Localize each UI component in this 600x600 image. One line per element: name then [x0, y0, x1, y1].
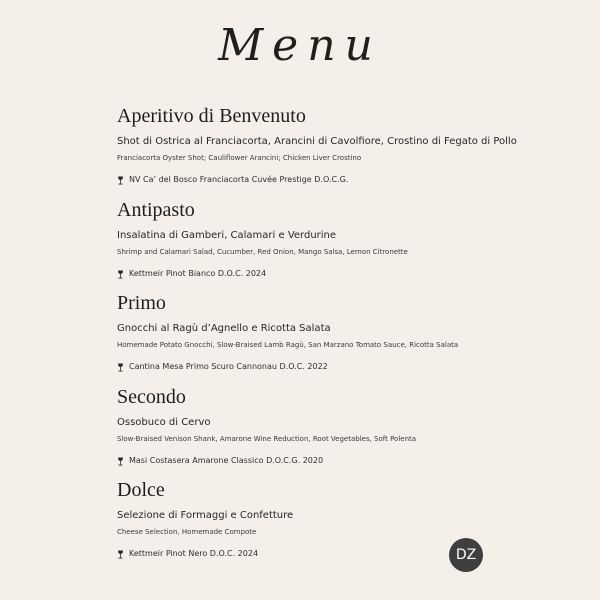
dish-english: Homemade Potato Gnocchi, Slow-Braised Lamb Ragù, San Marzano Tomato Sauce, Ricotta Salata	[117, 341, 459, 349]
wine-pairing	[117, 455, 557, 467]
wine-label: NV Ca’ del Bosco Franciacorta Cuvée Prestige D.O.C.G.	[129, 175, 349, 184]
wine-glass-icon	[117, 457, 124, 466]
dz-logo: DZ	[449, 538, 483, 572]
dish-english: Cheese Selection, Homemade Compote	[117, 528, 257, 536]
dish-italian: Insalatina di Gamberi, Calamari e Verdurine	[117, 230, 337, 241]
wine-glass-icon	[117, 550, 124, 559]
wine-glass-icon	[117, 176, 124, 185]
menu-title: Menu	[218, 20, 382, 71]
course-aperitivo	[117, 104, 557, 186]
dish-english: Franciacorta Oyster Shot; Cauliflower Arancini; Chicken Liver Crostino	[117, 154, 362, 162]
dish-english: Shrimp and Calamari Salad, Cucumber, Red Onion, Mango Salsa, Lemon Citronette	[117, 248, 408, 256]
course-primo	[117, 291, 557, 373]
wine-pairing	[117, 268, 557, 280]
wine-label: Kettmeir Pinot Bianco D.O.C. 2024	[129, 269, 267, 278]
wine-label: Masi Costasera Amarone Classico D.O.C.G. 2020	[129, 456, 324, 465]
wine-label: Cantina Mesa Primo Scuro Cannonau D.O.C. 2022	[129, 362, 328, 371]
dish-english: Slow-Braised Venison Shank, Amarone Wine Reduction, Root Vegetables, Soft Polenta	[117, 435, 417, 443]
wine-pairing	[117, 174, 557, 186]
dish-italian: Ossobuco di Cervo	[117, 417, 211, 428]
course-dolce	[117, 478, 557, 560]
wine-label: Kettmeir Pinot Nero D.O.C. 2024	[129, 549, 259, 558]
wine-pairing	[117, 361, 557, 373]
course-secondo	[117, 385, 557, 467]
course-heading: Secondo	[117, 386, 186, 408]
wine-pairing	[117, 548, 557, 560]
dish-italian: Selezione di Formaggi e Confetture	[117, 510, 294, 521]
wine-glass-icon	[117, 363, 124, 372]
course-heading: Antipasto	[117, 199, 195, 221]
dish-italian: Shot di Ostrica al Franciacorta, Arancini di Cavolfiore, Crostino di Fegato di Pollo	[117, 136, 517, 147]
course-antipasto	[117, 198, 557, 280]
course-heading: Dolce	[117, 479, 165, 501]
dish-italian: Gnocchi al Ragù d’Agnello e Ricotta Salata	[117, 323, 331, 334]
course-heading: Aperitivo di Benvenuto	[117, 105, 306, 127]
wine-glass-icon	[117, 270, 124, 279]
course-heading: Primo	[117, 292, 166, 314]
